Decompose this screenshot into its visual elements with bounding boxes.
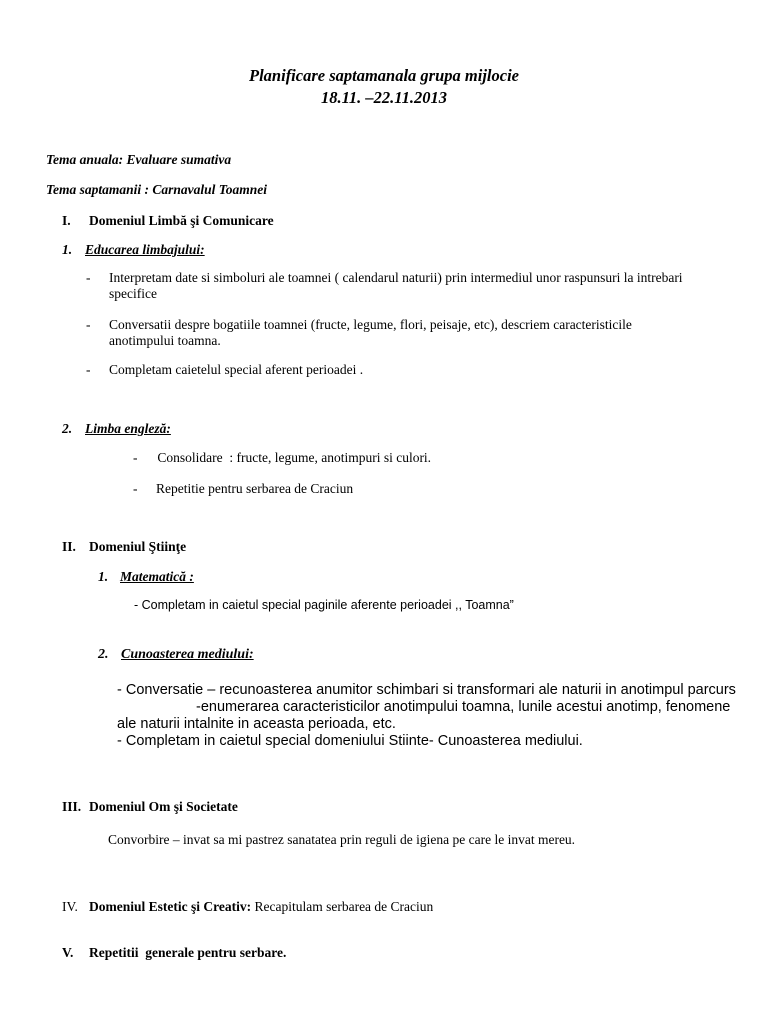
domain3-title: Domeniul Om şi Societate [89,799,238,814]
domain1-sub1-number: 1. [62,242,73,257]
bullet-marker: - [86,362,91,377]
tema-anuala: Tema anuala: Evaluare sumativa [46,152,232,167]
bullet-marker: - [86,317,91,332]
mediu-line-2: -enumerarea caracteristicilor anotimpului toamna, lunile acestui anotimp, fenomene [196,699,731,715]
tema-saptamanii: Tema saptamanii : Carnavalul Toamnei [46,182,268,197]
domain2-sub1-number: 1. [98,569,109,584]
domain1-number: I. [62,213,71,228]
domain2-sub2-title: Cunoasterea mediului: [121,647,254,662]
mediu-line-3: ale naturii intalnite in aceasta perioada, etc. [117,716,396,732]
domain1-sub1-title: Educarea limbajului: [85,242,205,257]
bullet-marker: - [133,450,138,465]
list-item: Repetitie pentru serbarea de Craciun [156,481,354,496]
bullet-marker: - [133,481,138,496]
list-item: Completam caietelul special aferent perioadei . [109,362,364,377]
domain2-number: II. [62,539,76,554]
domain1-sub2-number: 2. [62,421,73,436]
domain2-sub1-title: Matematică : [120,569,194,584]
page-title: Planificare saptamanala grupa mijlocie [249,66,519,85]
list-item: Consolidare : fructe, legume, anotimpuri si culori. [154,450,432,465]
domain5-number: V. [62,945,74,960]
mediu-line-1: - Conversatie – recunoasterea anumitor schimbari si transformari ale naturii in anotimpul parcurs [117,682,736,698]
domain5-title: Repetitii generale pentru serbare. [89,945,287,960]
domain2-sub2-number: 2. [98,647,109,662]
domain3-number: III. [62,799,82,814]
domain2-title: Domeniul Ştiinţe [89,539,187,554]
list-item: Conversatii despre bogatiile toamnei (fructe, legume, flori, peisaje, etc), descriem caracteristicile anotimpului toamna. [109,317,632,348]
domain4-number: IV. [62,899,78,914]
list-item: Interpretam date si simboluri ale toamnei ( calendarul naturii) prin intermediul unor raspunsuri la intrebari specifice [109,270,683,301]
mediu-line-4: - Completam in caietul special domeniului Stiinte- Cunoasterea mediului. [117,733,583,749]
domain1-title: Domeniul Limbă şi Comunicare [89,213,274,228]
matematica-text: - Completam in caietul special paginile aferente perioadei ,, Toamna” [134,598,514,612]
domain4-text: Recapitulam serbarea de Craciun [251,899,434,914]
bullet-marker: - [86,270,91,285]
domain3-text: Convorbire – invat sa mi pastrez sanatatea prin reguli de igiena pe care le invat mereu. [108,832,576,847]
domain4-title: Domeniul Estetic şi Creativ: [89,899,252,914]
page-date: 18.11. –22.11.2013 [320,88,448,107]
domain1-sub2-title: Limba engleză: [85,421,171,436]
domain4-line [89,899,433,915]
